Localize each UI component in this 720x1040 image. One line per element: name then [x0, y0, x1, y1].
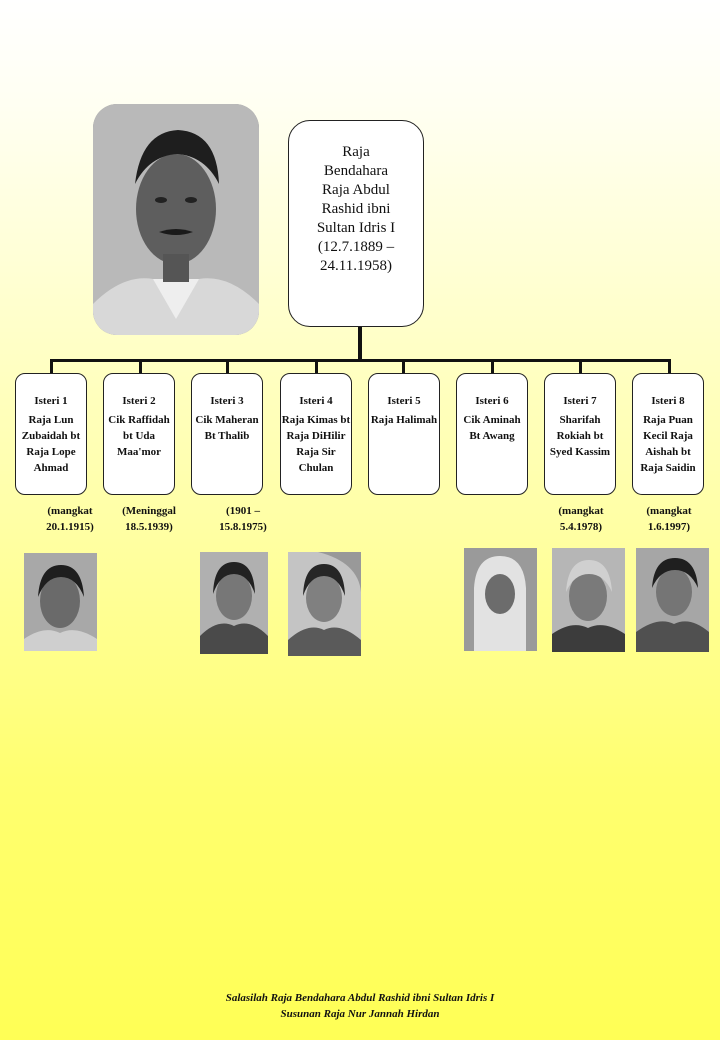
- branch-connector: [139, 359, 142, 374]
- wife-label: Isteri 6: [475, 395, 509, 407]
- wife-box-1: [15, 373, 87, 495]
- wife-box-2: [103, 373, 175, 495]
- root-name-line: Rashid ibni: [321, 201, 391, 217]
- portrait-wife-3: [200, 552, 268, 654]
- wife-1-note: (mangkat 20.1.1915): [46, 505, 94, 533]
- portrait-wife-1: [24, 553, 97, 651]
- root-name-line: Bendahara: [323, 163, 389, 179]
- wife-label: Isteri 8: [651, 395, 685, 407]
- wife-box-5: [368, 373, 440, 495]
- branch-connector: [315, 359, 318, 374]
- footer-credit: Susunan Raja Nur Jannah Hirdan: [280, 1008, 440, 1020]
- wife-name: Cik Aminah Bt Awang: [463, 414, 521, 442]
- portrait-wife-7: [552, 548, 625, 652]
- root-name-line: Raja Abdul: [322, 182, 390, 198]
- branch-connector: [402, 359, 405, 374]
- root-name-line: Raja: [342, 144, 370, 160]
- root-dates-line: (12.7.1889 –: [317, 239, 395, 255]
- wife-label: Isteri 4: [299, 395, 333, 407]
- wife-label: Isteri 3: [210, 395, 244, 407]
- wife-2-note: (Meninggal 18.5.1939): [122, 505, 176, 533]
- horizontal-connector: [50, 359, 671, 362]
- branch-connector: [491, 359, 494, 374]
- wife-8-note: (mangkat 1.6.1997): [646, 505, 692, 533]
- portrait-wife-6: [464, 548, 537, 651]
- wife-box-6: [456, 373, 528, 495]
- branch-connector: [579, 359, 582, 374]
- branch-connector: [50, 359, 53, 374]
- portrait-raja-abdul-rashid: [93, 104, 259, 335]
- root-person-box: [288, 120, 424, 327]
- footer-title: Salasilah Raja Bendahara Abdul Rashid ibni Sultan Idris I: [225, 992, 495, 1004]
- root-name-line: Sultan Idris I: [316, 220, 396, 236]
- wife-name: Cik Maheran Bt Thalib: [195, 414, 259, 442]
- root-dates-line: 24.11.1958): [320, 258, 392, 274]
- wife-box-7: [544, 373, 616, 495]
- wife-label: Isteri 1: [34, 395, 68, 407]
- wife-name: Sharifah Rokiah bt Syed Kassim: [549, 414, 611, 458]
- wife-box-8: [632, 373, 704, 495]
- portrait-wife-8: [636, 548, 709, 652]
- wife-label: Isteri 7: [563, 395, 597, 407]
- branch-connector: [668, 359, 671, 374]
- wife-name: Raja Puan Kecil Raja Aishah bt Raja Saidin: [640, 414, 696, 474]
- wife-name: Raja Kimas bt Raja DiHilir Raja Sir Chulan: [281, 414, 351, 474]
- wife-box-4: [280, 373, 352, 495]
- wife-box-3: [191, 373, 263, 495]
- wife-label: Isteri 5: [387, 395, 421, 407]
- wife-7-note: (mangkat 5.4.1978): [558, 505, 604, 533]
- wife-label: Isteri 2: [122, 395, 156, 407]
- wife-name: Raja Halimah: [370, 414, 438, 426]
- wife-3-note: (1901 – 15.8.1975): [219, 505, 267, 533]
- trunk-connector: [358, 327, 362, 361]
- wife-name: Cik Raffidah bt Uda Maa'mor: [108, 414, 170, 458]
- portrait-wife-4: [288, 552, 361, 656]
- branch-connector: [226, 359, 229, 374]
- wife-name: Raja Lun Zubaidah bt Raja Lope Ahmad: [21, 414, 81, 474]
